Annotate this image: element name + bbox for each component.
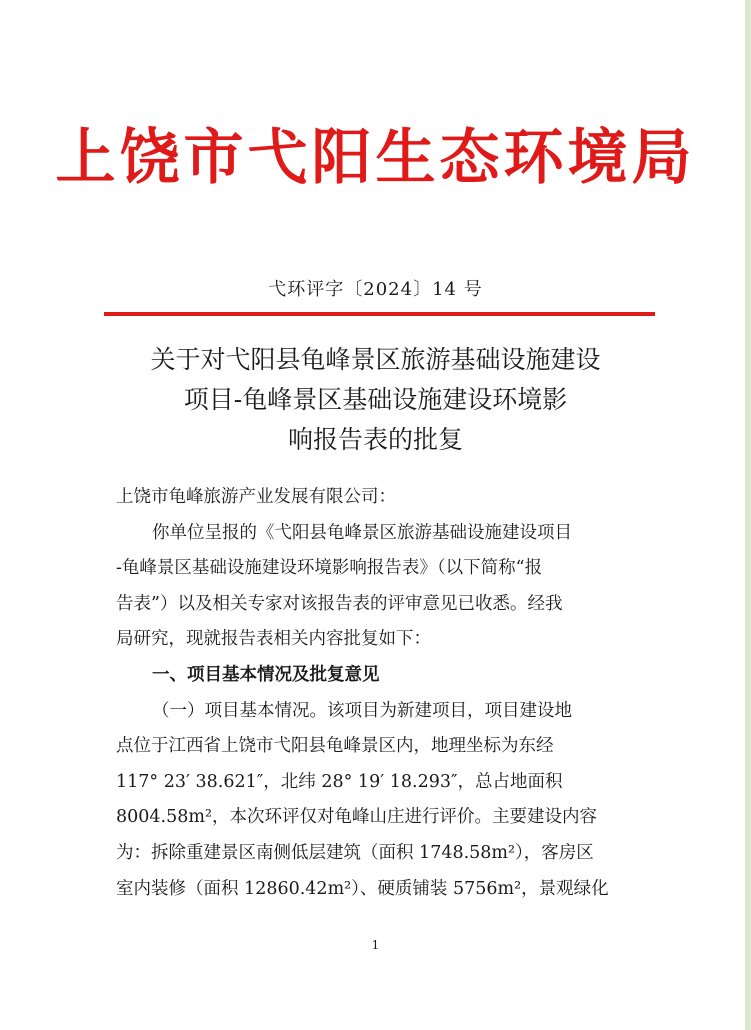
body-line: 8004.58m²，本次环评仅对龟峰山庄进行评价。主要建设内容 — [116, 807, 597, 828]
body-line: 室内装修（面积 12860.42m²）、硬质铺装 5756m²，景观绿化 — [116, 878, 609, 899]
body-line: -龟峰景区基础设施建设环境影响报告表》（以下简称“报 — [116, 558, 543, 579]
body-line: 点位于江西省上饶市弋阳县龟峰景区内，地理坐标为东经 — [116, 736, 554, 757]
body-line: 告表”）以及相关专家对该报告表的评审意见已收悉。经我 — [116, 593, 563, 614]
body-line: 你单位呈报的《弋阳县龟峰景区旅游基础设施建设项目 — [152, 522, 572, 543]
document-number: 弋环评字〔2024〕14 号 — [268, 279, 483, 300]
title-line-3: 响报告表的批复 — [287, 425, 463, 454]
title-line-1: 关于对弋阳县龟峰景区旅游基础设施建设 — [150, 345, 601, 374]
body-line: 117° 23′ 38.621″，北纬 28° 19′ 18.293″，总占地面积 — [116, 771, 563, 792]
title-line-2: 项目-龟峰景区基础设施建设环境影 — [183, 385, 568, 414]
red-divider-line — [104, 312, 655, 316]
issuing-agency-header: 上饶市弋阳生态环境局 — [55, 123, 696, 193]
document-title — [0, 340, 751, 460]
body-line: 为：拆除重建景区南侧低层建筑（面积 1748.58m²），客房区 — [116, 842, 594, 863]
section-heading: 一、项目基本情况及批复意见 — [152, 664, 380, 685]
body-line: 局研究，现就报告表相关内容批复如下： — [116, 629, 431, 650]
addressee: 上饶市龟峰旅游产业发展有限公司： — [116, 487, 396, 507]
document-body — [116, 480, 636, 907]
body-line: （一）项目基本情况。该项目为新建项目，项目建设地 — [152, 700, 572, 721]
page-number: 1 — [371, 938, 380, 952]
